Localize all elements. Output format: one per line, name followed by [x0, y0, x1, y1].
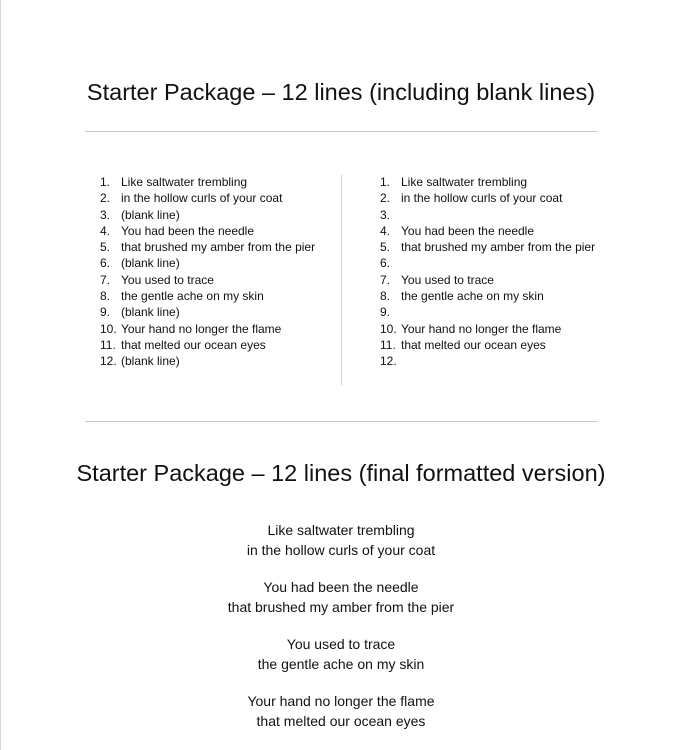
list-item-number: 7. [380, 272, 391, 287]
list-item-text: (blank line) [121, 207, 180, 222]
list-item [380, 321, 595, 337]
list-item-text: Your hand no longer the flame [121, 321, 282, 336]
poem-stanza [0, 578, 680, 617]
list-item-text: You had been the needle [121, 223, 255, 238]
poem-line: Your hand no longer the flame [247, 693, 435, 709]
list-item [380, 255, 595, 271]
list-item-text: You used to trace [401, 272, 494, 287]
list-item-number: 1. [380, 175, 391, 189]
list-item-number: 2. [380, 191, 391, 206]
list-item-text: in the hollow curls of your coat [401, 191, 563, 206]
list-item-number: 9. [380, 305, 391, 320]
list-item [100, 337, 315, 353]
list-item [100, 239, 315, 255]
numbered-list-empty-blanks [380, 174, 595, 370]
list-item-text: You had been the needle [401, 223, 535, 238]
list-item [100, 288, 315, 304]
list-item [100, 174, 315, 190]
list-item-text: You used to trace [121, 272, 214, 287]
list-item [380, 239, 595, 255]
list-item-number: 10. [380, 321, 397, 336]
list-item-number: 2. [100, 191, 111, 206]
list-item-number: 5. [100, 240, 111, 255]
list-item [380, 288, 595, 304]
list-item [380, 223, 595, 239]
horizontal-rule-middle [85, 421, 598, 422]
poem-stanza [0, 521, 680, 560]
list-item [100, 207, 315, 223]
numbered-list-with-blank-labels [100, 174, 315, 370]
list-item-number: 6. [100, 256, 111, 271]
list-item-number: 12. [380, 354, 397, 369]
poem-line: that brushed my amber from the pier [227, 598, 455, 615]
list-item-text: that melted our ocean eyes [121, 337, 266, 352]
list-item-number: 11. [100, 337, 116, 352]
list-item [100, 304, 315, 320]
list-item [380, 207, 595, 223]
list-item-text: that brushed my amber from the pier [121, 240, 316, 255]
list-item [100, 190, 315, 206]
list-item-number: 1. [100, 175, 111, 189]
list-item-number: 9. [100, 305, 111, 320]
list-item-text: that brushed my amber from the pier [401, 240, 596, 255]
list-item [100, 272, 315, 288]
list-item-text: (blank line) [121, 305, 180, 320]
poem-line: in the hollow curls of your coat [246, 541, 436, 558]
final-formatted-poem [0, 521, 680, 749]
list-item-text: that melted our ocean eyes [401, 337, 546, 352]
list-item-number: 8. [100, 289, 111, 304]
poem-stanza [0, 692, 680, 731]
list-item [380, 353, 595, 369]
poem-line: the gentle ache on my skin [257, 655, 425, 672]
poem-line: You had been the needle [263, 579, 419, 595]
list-item-number: 3. [380, 207, 391, 222]
list-item-text: the gentle ache on my skin [121, 289, 264, 304]
list-item-text: the gentle ache on my skin [401, 289, 544, 304]
poem-line: You used to trace [286, 636, 396, 652]
list-item-number: 7. [100, 272, 111, 287]
poem-line: Like saltwater trembling [267, 522, 415, 538]
list-item [380, 304, 595, 320]
list-item [100, 223, 315, 239]
horizontal-rule-top [85, 131, 598, 132]
list-item-number: 11. [380, 337, 396, 352]
list-item-text: Your hand no longer the flame [401, 321, 562, 336]
list-item [100, 255, 315, 271]
list-item-number: 4. [100, 223, 111, 238]
list-item-number: 3. [100, 207, 111, 222]
list-item-number: 8. [380, 289, 391, 304]
poem-line: that melted our ocean eyes [256, 712, 426, 729]
list-item [380, 272, 595, 288]
list-item-number: 6. [380, 256, 391, 271]
list-item [100, 321, 315, 337]
list-item-text: Like saltwater trembling [401, 175, 528, 189]
list-item [380, 190, 595, 206]
heading-final-formatted-version: Starter Package – 12 lines (final formatted version) [76, 460, 606, 486]
list-item [380, 174, 595, 190]
list-item-text: in the hollow curls of your coat [121, 191, 283, 206]
list-item-number: 10. [100, 321, 117, 336]
heading-including-blank-lines: Starter Package – 12 lines (including blank lines) [86, 79, 596, 105]
list-item-number: 4. [380, 223, 391, 238]
list-item-text: Like saltwater trembling [121, 175, 248, 189]
list-item-number: 5. [380, 240, 391, 255]
poem-stanza [0, 635, 680, 674]
list-item-text: (blank line) [121, 256, 180, 271]
column-divider [341, 175, 342, 385]
list-item [100, 353, 315, 369]
list-item-text: (blank line) [121, 354, 180, 369]
list-item-number: 12. [100, 354, 117, 369]
list-item [380, 337, 595, 353]
